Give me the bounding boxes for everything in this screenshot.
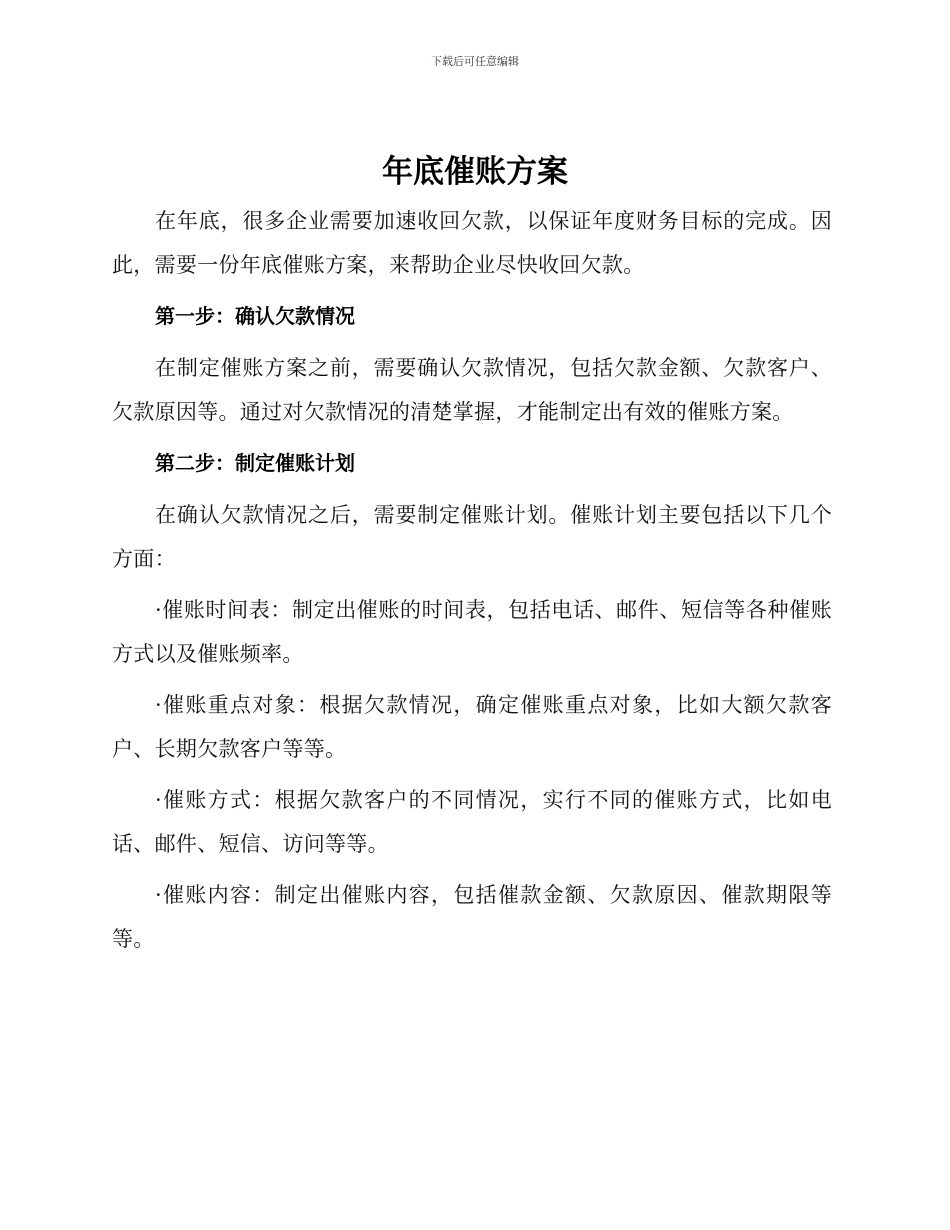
step2-heading: 第二步：制定催账计划: [155, 451, 355, 475]
bullet-item-schedule: ·催账时间表：制定出催账的时间表，包括电话、邮件、短信等各种催账方式以及催账频率。: [112, 598, 832, 666]
document-title: 年底催账方案: [382, 154, 568, 190]
step1-paragraph: 在制定催账方案之前，需要确认欠款情况，包括欠款金额、欠款客户、欠款原因等。通过对欠款情况的清楚掌握，才能制定出有效的催账方案。: [112, 356, 832, 424]
document-body: [112, 199, 832, 968]
intro-paragraph: 在年底，很多企业需要加速收回欠款，以保证年度财务目标的完成。因此，需要一份年底催账方案，来帮助企业尽快收回欠款。: [112, 209, 832, 277]
bullet-item-key-targets: ·催账重点对象：根据欠款情况，确定催账重点对象，比如大额欠款客户、长期欠款客户等等。: [112, 693, 832, 761]
step2-paragraph: 在确认欠款情况之后，需要制定催账计划。催账计划主要包括以下几个方面：: [112, 503, 832, 571]
bullet-item-content: ·催账内容：制定出催账内容，包括催款金额、欠款原因、催款期限等等。: [112, 883, 832, 951]
step1-heading: 第一步：确认欠款情况: [155, 304, 355, 328]
bullet-item-methods: ·催账方式：根据欠款客户的不同情况，实行不同的催账方式，比如电话、邮件、短信、访问等等。: [112, 788, 832, 856]
header-note: 下载后可任意编辑: [431, 55, 519, 68]
